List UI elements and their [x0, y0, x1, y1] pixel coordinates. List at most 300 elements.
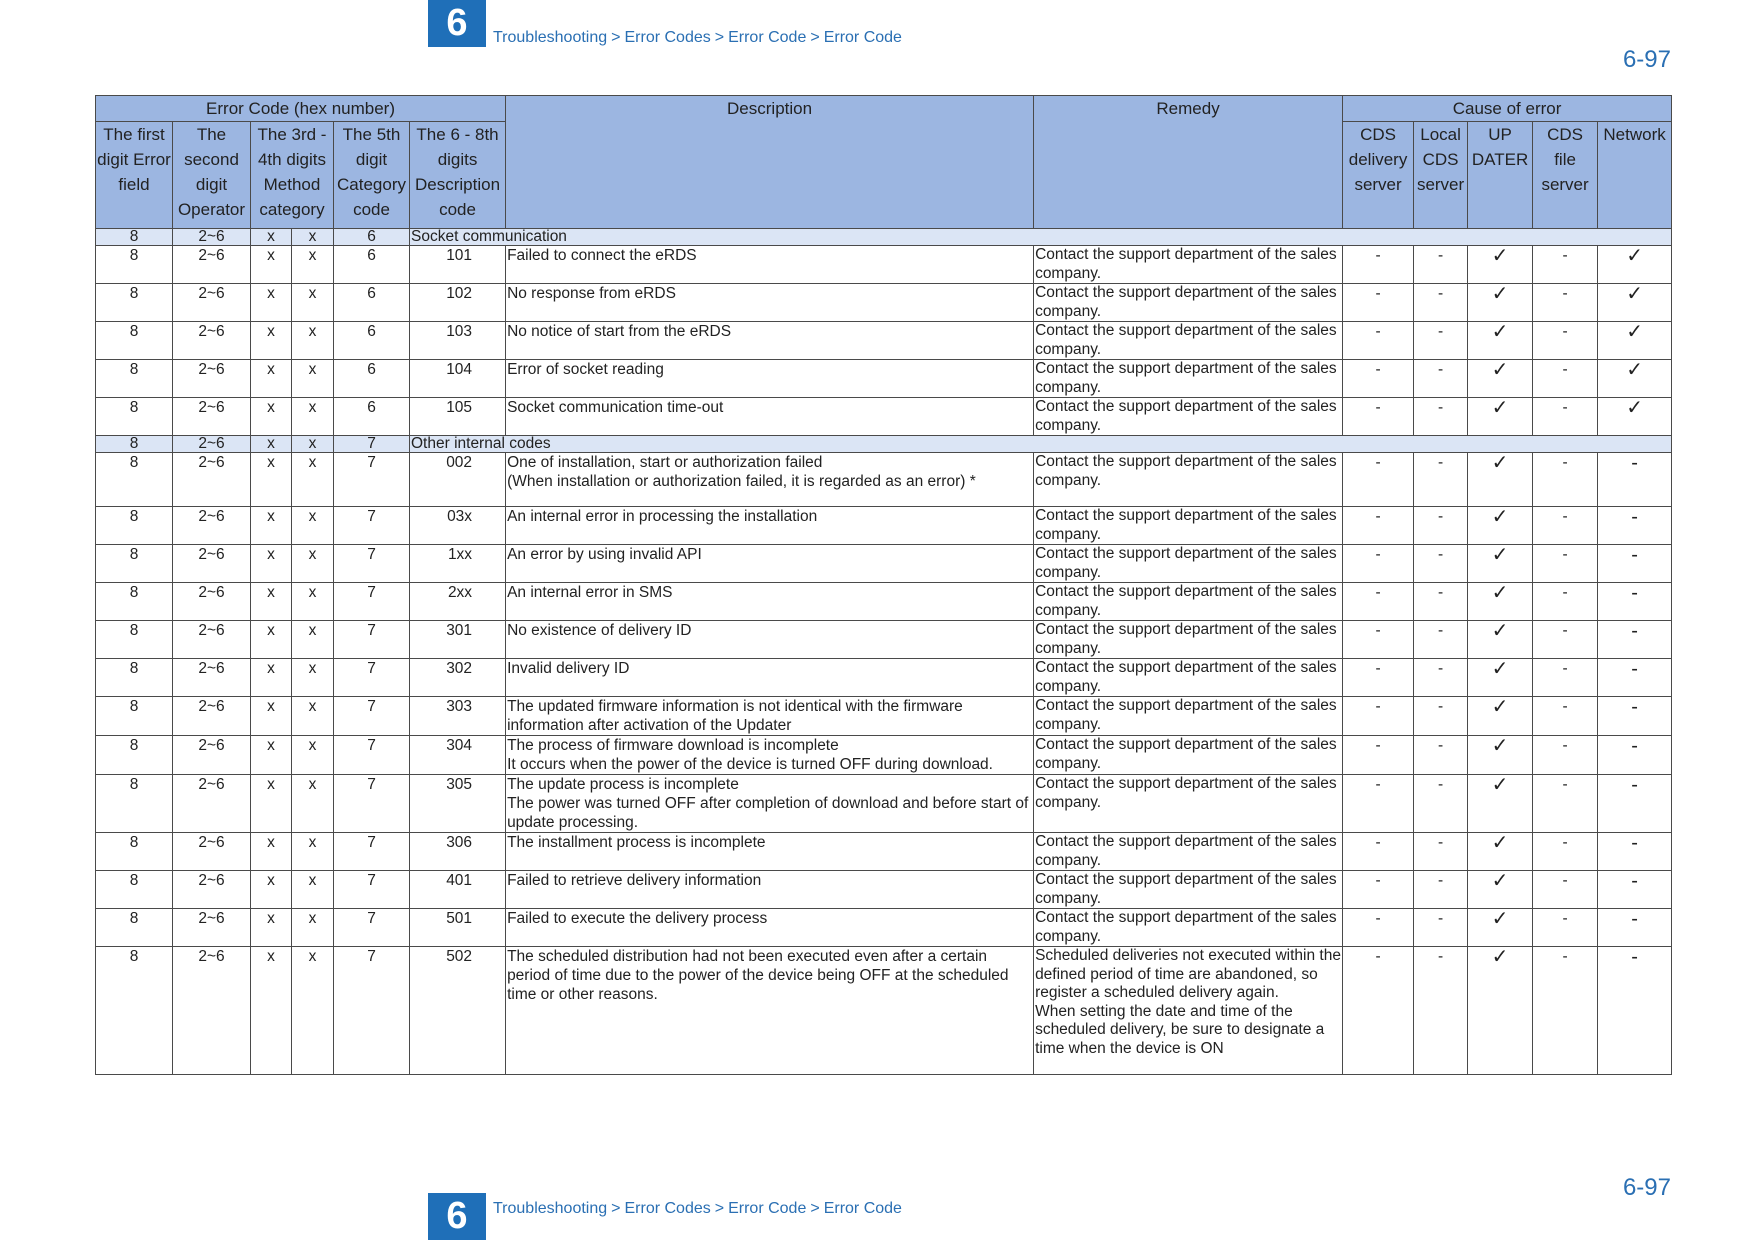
breadcrumb-separator: > — [611, 29, 621, 46]
error-code-table — [95, 95, 1672, 1075]
cds-delivery-server-cell: - — [1343, 775, 1414, 833]
operator-cell: 2~6 — [173, 871, 251, 909]
cds-file-server-cell: - — [1533, 583, 1598, 621]
method-category-cell: x — [292, 583, 334, 621]
local-cds-server-cell: - — [1414, 621, 1468, 659]
operator-cell: 2~6 — [173, 436, 251, 453]
description-code-cell: 03x — [410, 507, 506, 545]
method-category-cell: x — [251, 507, 292, 545]
network-check: - — [1598, 621, 1672, 659]
local-cds-server-cell: - — [1414, 697, 1468, 736]
category-code-cell: 7 — [334, 621, 410, 659]
section-title: Other internal codes — [410, 436, 1672, 453]
updater-check: ✓ — [1468, 621, 1533, 659]
remedy-cell: Contact the support department of the sales company. — [1034, 621, 1343, 659]
description-cell: The scheduled distribution had not been executed even after a certain period of time due to the power of the device being OFF at the scheduled time or other reasons. — [506, 947, 1034, 1075]
remedy-cell: Contact the support department of the sales company. — [1034, 453, 1343, 507]
description-code-cell: 303 — [410, 697, 506, 736]
description-cell: The update process is incomplete The power was turned OFF after completion of download and before start of update processing. — [506, 775, 1034, 833]
local-cds-server-cell: - — [1414, 322, 1468, 360]
operator-cell: 2~6 — [173, 322, 251, 360]
operator-cell: 2~6 — [173, 833, 251, 871]
error-field-cell: 8 — [96, 621, 173, 659]
method-category-cell: x — [251, 246, 292, 284]
cds-delivery-server-cell: - — [1343, 360, 1414, 398]
updater-check: ✓ — [1468, 697, 1533, 736]
error-field-cell: 8 — [96, 947, 173, 1075]
category-code-cell: 7 — [334, 871, 410, 909]
category-code-cell: 7 — [334, 697, 410, 736]
method-category-cell: x — [251, 436, 292, 453]
remedy-cell: Contact the support department of the sales company. — [1034, 398, 1343, 436]
local-cds-server-cell: - — [1414, 775, 1468, 833]
cds-delivery-server-cell: - — [1343, 507, 1414, 545]
local-cds-server-cell: - — [1414, 360, 1468, 398]
error-code-row — [96, 659, 1672, 697]
method-category-cell: x — [251, 545, 292, 583]
error-code-row — [96, 736, 1672, 775]
description-code-cell: 002 — [410, 453, 506, 507]
updater-check: ✓ — [1468, 736, 1533, 775]
category-code-cell: 6 — [334, 398, 410, 436]
method-category-cell: x — [292, 736, 334, 775]
method-category-cell: x — [251, 583, 292, 621]
category-code-cell: 7 — [334, 436, 410, 453]
cds-delivery-server-cell: - — [1343, 909, 1414, 947]
local-cds-server-cell: - — [1414, 583, 1468, 621]
network-check: - — [1598, 775, 1672, 833]
operator-cell: 2~6 — [173, 545, 251, 583]
network-check: - — [1598, 545, 1672, 583]
error-field-cell: 8 — [96, 453, 173, 507]
network-check: - — [1598, 736, 1672, 775]
cds-delivery-server-cell: - — [1343, 736, 1414, 775]
local-cds-server-cell: - — [1414, 659, 1468, 697]
cds-file-server-cell: - — [1533, 453, 1598, 507]
category-code-cell: 7 — [334, 775, 410, 833]
remedy-cell: Contact the support department of the sales company. — [1034, 284, 1343, 322]
cds-delivery-server-header: CDS delivery server — [1343, 122, 1414, 229]
method-category-cell: x — [251, 775, 292, 833]
category-code-cell: 7 — [334, 909, 410, 947]
updater-check: ✓ — [1468, 871, 1533, 909]
description-cell: Failed to retrieve delivery information — [506, 871, 1034, 909]
cds-file-server-cell: - — [1533, 871, 1598, 909]
cds-file-server-cell: - — [1533, 322, 1598, 360]
method-category-cell: x — [251, 736, 292, 775]
cds-file-server-cell: - — [1533, 507, 1598, 545]
operator-cell: 2~6 — [173, 229, 251, 246]
cds-file-server-cell: - — [1533, 697, 1598, 736]
third-fourth-digits-header: The 3rd - 4th digits Method category — [251, 122, 334, 229]
fifth-digit-header: The 5th digit Category code — [334, 122, 410, 229]
cds-file-server-cell: - — [1533, 947, 1598, 1075]
method-category-cell: x — [251, 322, 292, 360]
local-cds-server-cell: - — [1414, 736, 1468, 775]
operator-cell: 2~6 — [173, 398, 251, 436]
network-header: Network — [1598, 122, 1672, 229]
breadcrumb-separator: > — [611, 1200, 621, 1217]
cds-delivery-server-cell: - — [1343, 947, 1414, 1075]
network-check: - — [1598, 947, 1672, 1075]
remedy-cell: Contact the support department of the sales company. — [1034, 507, 1343, 545]
method-category-cell: x — [251, 453, 292, 507]
breadcrumb-separator: > — [714, 29, 725, 46]
error-code-row — [96, 284, 1672, 322]
network-check: - — [1598, 659, 1672, 697]
method-category-cell: x — [292, 833, 334, 871]
cds-delivery-server-cell: - — [1343, 545, 1414, 583]
network-check: ✓ — [1598, 246, 1672, 284]
network-check: - — [1598, 871, 1672, 909]
cds-file-server-cell: - — [1533, 545, 1598, 583]
error-field-cell: 8 — [96, 833, 173, 871]
remedy-cell: Contact the support department of the sales company. — [1034, 360, 1343, 398]
error-field-cell: 8 — [96, 909, 173, 947]
error-field-cell: 8 — [96, 545, 173, 583]
local-cds-server-cell: - — [1414, 871, 1468, 909]
error-code-row — [96, 775, 1672, 833]
error-field-cell: 8 — [96, 871, 173, 909]
description-cell: Socket communication time-out — [506, 398, 1034, 436]
operator-cell: 2~6 — [173, 659, 251, 697]
cds-file-server-cell: - — [1533, 621, 1598, 659]
updater-check: ✓ — [1468, 909, 1533, 947]
remedy-cell: Contact the support department of the sales company. — [1034, 583, 1343, 621]
remedy-cell: Contact the support department of the sales company. — [1034, 871, 1343, 909]
method-category-cell: x — [251, 659, 292, 697]
cds-delivery-server-cell: - — [1343, 697, 1414, 736]
error-field-cell: 8 — [96, 246, 173, 284]
description-code-cell: 401 — [410, 871, 506, 909]
remedy-cell: Contact the support department of the sales company. — [1034, 909, 1343, 947]
method-category-cell: x — [292, 947, 334, 1075]
description-cell: Error of socket reading — [506, 360, 1034, 398]
updater-check: ✓ — [1468, 659, 1533, 697]
operator-cell: 2~6 — [173, 621, 251, 659]
updater-check: ✓ — [1468, 322, 1533, 360]
error-code-row — [96, 507, 1672, 545]
cds-file-server-cell: - — [1533, 659, 1598, 697]
updater-check: ✓ — [1468, 507, 1533, 545]
category-code-cell: 6 — [334, 322, 410, 360]
error-field-cell: 8 — [96, 284, 173, 322]
remedy-cell: Contact the support department of the sales company. — [1034, 736, 1343, 775]
category-code-cell: 7 — [334, 583, 410, 621]
category-code-cell: 6 — [334, 246, 410, 284]
local-cds-server-cell: - — [1414, 246, 1468, 284]
error-code-row — [96, 583, 1672, 621]
error-code-row — [96, 947, 1672, 1075]
operator-cell: 2~6 — [173, 507, 251, 545]
breadcrumb-item[interactable]: Error Code — [728, 29, 807, 46]
breadcrumb-separator: > — [810, 1200, 820, 1217]
network-check: ✓ — [1598, 322, 1672, 360]
method-category-cell: x — [292, 775, 334, 833]
category-code-cell: 7 — [334, 947, 410, 1075]
error-code-row — [96, 545, 1672, 583]
description-cell: No notice of start from the eRDS — [506, 322, 1034, 360]
method-category-cell: x — [251, 229, 292, 246]
section-title: Socket communication — [410, 229, 1672, 246]
local-cds-server-cell: - — [1414, 453, 1468, 507]
category-code-cell: 7 — [334, 545, 410, 583]
error-field-cell: 8 — [96, 229, 173, 246]
description-code-cell: 302 — [410, 659, 506, 697]
error-code-group-header: Error Code (hex number) — [96, 96, 506, 122]
description-cell: An internal error in processing the installation — [506, 507, 1034, 545]
category-code-cell: 7 — [334, 507, 410, 545]
breadcrumb — [493, 1200, 902, 1218]
network-check: ✓ — [1598, 360, 1672, 398]
method-category-cell: x — [292, 436, 334, 453]
cds-delivery-server-cell: - — [1343, 246, 1414, 284]
method-category-cell: x — [251, 871, 292, 909]
remedy-cell: Contact the support department of the sales company. — [1034, 697, 1343, 736]
operator-cell: 2~6 — [173, 736, 251, 775]
network-check: - — [1598, 583, 1672, 621]
operator-cell: 2~6 — [173, 284, 251, 322]
local-cds-server-cell: - — [1414, 507, 1468, 545]
chapter-number-badge: 6 — [428, 1193, 486, 1240]
description-cell: The updated firmware information is not identical with the firmware information after activation of the Updater — [506, 697, 1034, 736]
breadcrumb — [493, 29, 902, 47]
method-category-cell: x — [251, 284, 292, 322]
remedy-cell: Contact the support department of the sales company. — [1034, 659, 1343, 697]
category-code-cell: 7 — [334, 659, 410, 697]
remedy-cell: Contact the support department of the sales company. — [1034, 246, 1343, 284]
error-code-row — [96, 453, 1672, 507]
error-code-row — [96, 909, 1672, 947]
cds-delivery-server-cell: - — [1343, 453, 1414, 507]
updater-check: ✓ — [1468, 545, 1533, 583]
cds-file-server-cell: - — [1533, 833, 1598, 871]
description-code-cell: 103 — [410, 322, 506, 360]
section-row — [96, 229, 1672, 246]
cds-file-server-header: CDS file server — [1533, 122, 1598, 229]
cds-file-server-cell: - — [1533, 775, 1598, 833]
method-category-cell: x — [292, 621, 334, 659]
local-cds-server-cell: - — [1414, 398, 1468, 436]
description-header: Description — [506, 96, 1034, 229]
method-category-cell: x — [251, 360, 292, 398]
cds-file-server-cell: - — [1533, 246, 1598, 284]
error-field-cell: 8 — [96, 360, 173, 398]
error-field-cell: 8 — [96, 583, 173, 621]
breadcrumb-item[interactable]: Error Code — [823, 1200, 902, 1217]
method-category-cell: x — [292, 453, 334, 507]
method-category-cell: x — [292, 284, 334, 322]
description-code-cell: 305 — [410, 775, 506, 833]
description-cell: Invalid delivery ID — [506, 659, 1034, 697]
updater-check: ✓ — [1468, 453, 1533, 507]
second-digit-header: The second digit Operator — [173, 122, 251, 229]
page-number: 6-97 — [1622, 1174, 1671, 1201]
chapter-number-badge: 6 — [428, 0, 486, 47]
updater-check: ✓ — [1468, 284, 1533, 322]
remedy-cell: Contact the support department of the sales company. — [1034, 775, 1343, 833]
breadcrumb-item[interactable]: Troubleshooting — [493, 29, 608, 46]
remedy-cell: Contact the support department of the sales company. — [1034, 833, 1343, 871]
method-category-cell: x — [251, 909, 292, 947]
category-code-cell: 7 — [334, 453, 410, 507]
remedy-cell: Contact the support department of the sales company. — [1034, 322, 1343, 360]
cds-file-server-cell: - — [1533, 909, 1598, 947]
error-field-cell: 8 — [96, 507, 173, 545]
error-field-cell: 8 — [96, 697, 173, 736]
local-cds-server-cell: - — [1414, 545, 1468, 583]
description-code-cell: 102 — [410, 284, 506, 322]
remedy-cell: Scheduled deliveries not executed within the defined period of time are abandoned, so register a scheduled delivery again. When setting the date and time of the scheduled delivery, be sure to designate a time when the device is ON — [1034, 947, 1343, 1075]
method-category-cell: x — [292, 697, 334, 736]
updater-check: ✓ — [1468, 775, 1533, 833]
cds-delivery-server-cell: - — [1343, 322, 1414, 360]
first-digit-header: The first digit Error field — [96, 122, 173, 229]
description-code-cell: 101 — [410, 246, 506, 284]
operator-cell: 2~6 — [173, 360, 251, 398]
error-field-cell: 8 — [96, 736, 173, 775]
error-code-row — [96, 621, 1672, 659]
method-category-cell: x — [292, 398, 334, 436]
operator-cell: 2~6 — [173, 246, 251, 284]
updater-check: ✓ — [1468, 398, 1533, 436]
method-category-cell: x — [292, 229, 334, 246]
error-field-cell: 8 — [96, 775, 173, 833]
error-code-row — [96, 360, 1672, 398]
description-code-cell: 2xx — [410, 583, 506, 621]
category-code-cell: 7 — [334, 736, 410, 775]
section-row — [96, 436, 1672, 453]
description-code-cell: 104 — [410, 360, 506, 398]
updater-check: ✓ — [1468, 833, 1533, 871]
breadcrumb-item[interactable]: Error Code — [728, 1200, 807, 1217]
method-category-cell: x — [292, 871, 334, 909]
category-code-cell: 7 — [334, 833, 410, 871]
description-code-cell: 304 — [410, 736, 506, 775]
operator-cell: 2~6 — [173, 947, 251, 1075]
updater-check: ✓ — [1468, 947, 1533, 1075]
method-category-cell: x — [251, 697, 292, 736]
description-cell: No existence of delivery ID — [506, 621, 1034, 659]
method-category-cell: x — [251, 833, 292, 871]
network-check: - — [1598, 507, 1672, 545]
local-cds-server-cell: - — [1414, 833, 1468, 871]
method-category-cell: x — [292, 659, 334, 697]
method-category-cell: x — [292, 507, 334, 545]
method-category-cell: x — [251, 398, 292, 436]
cds-delivery-server-cell: - — [1343, 583, 1414, 621]
error-field-cell: 8 — [96, 322, 173, 360]
description-code-cell: 1xx — [410, 545, 506, 583]
page-number: 6-97 — [1622, 46, 1671, 73]
description-code-cell: 105 — [410, 398, 506, 436]
breadcrumb-item[interactable]: Troubleshooting — [493, 1200, 608, 1217]
error-code-row — [96, 833, 1672, 871]
updater-check: ✓ — [1468, 246, 1533, 284]
breadcrumb-item[interactable]: Error Codes — [624, 29, 711, 46]
error-code-row — [96, 697, 1672, 736]
breadcrumb-item[interactable]: Error Codes — [624, 1200, 711, 1217]
local-cds-server-cell: - — [1414, 909, 1468, 947]
cds-file-server-cell: - — [1533, 398, 1598, 436]
description-cell: Failed to connect the eRDS — [506, 246, 1034, 284]
error-field-cell: 8 — [96, 398, 173, 436]
network-check: - — [1598, 833, 1672, 871]
local-cds-server-cell: - — [1414, 284, 1468, 322]
description-cell: The installment process is incomplete — [506, 833, 1034, 871]
breadcrumb-item[interactable]: Error Code — [823, 29, 902, 46]
description-code-cell: 306 — [410, 833, 506, 871]
updater-check: ✓ — [1468, 360, 1533, 398]
cds-delivery-server-cell: - — [1343, 398, 1414, 436]
description-cell: Failed to execute the delivery process — [506, 909, 1034, 947]
network-check: - — [1598, 697, 1672, 736]
operator-cell: 2~6 — [173, 775, 251, 833]
description-cell: An internal error in SMS — [506, 583, 1034, 621]
method-category-cell: x — [292, 545, 334, 583]
cause-of-error-header: Cause of error — [1343, 96, 1672, 122]
description-cell: An error by using invalid API — [506, 545, 1034, 583]
updater-header: UP DATER — [1468, 122, 1533, 229]
network-check: ✓ — [1598, 398, 1672, 436]
cds-delivery-server-cell: - — [1343, 871, 1414, 909]
remedy-header: Remedy — [1034, 96, 1343, 229]
method-category-cell: x — [251, 947, 292, 1075]
local-cds-server-cell: - — [1414, 947, 1468, 1075]
description-cell: One of installation, start or authorization failed (When installation or authorization failed, it is regarded as an error) * — [506, 453, 1034, 507]
method-category-cell: x — [251, 621, 292, 659]
error-code-row — [96, 322, 1672, 360]
method-category-cell: x — [292, 322, 334, 360]
network-check: - — [1598, 909, 1672, 947]
cds-delivery-server-cell: - — [1343, 833, 1414, 871]
error-field-cell: 8 — [96, 659, 173, 697]
error-code-row — [96, 871, 1672, 909]
cds-delivery-server-cell: - — [1343, 659, 1414, 697]
error-field-cell: 8 — [96, 436, 173, 453]
description-cell: The process of firmware download is incomplete It occurs when the power of the device is turned OFF during download. — [506, 736, 1034, 775]
method-category-cell: x — [292, 360, 334, 398]
category-code-cell: 6 — [334, 284, 410, 322]
operator-cell: 2~6 — [173, 697, 251, 736]
network-check: ✓ — [1598, 284, 1672, 322]
cds-delivery-server-cell: - — [1343, 284, 1414, 322]
network-check: - — [1598, 453, 1672, 507]
operator-cell: 2~6 — [173, 453, 251, 507]
updater-check: ✓ — [1468, 583, 1533, 621]
remedy-cell: Contact the support department of the sales company. — [1034, 545, 1343, 583]
local-cds-server-header: Local CDS server — [1414, 122, 1468, 229]
operator-cell: 2~6 — [173, 909, 251, 947]
operator-cell: 2~6 — [173, 583, 251, 621]
description-code-cell: 502 — [410, 947, 506, 1075]
category-code-cell: 6 — [334, 360, 410, 398]
error-code-row — [96, 398, 1672, 436]
cds-file-server-cell: - — [1533, 284, 1598, 322]
description-code-cell: 301 — [410, 621, 506, 659]
description-cell: No response from eRDS — [506, 284, 1034, 322]
cds-file-server-cell: - — [1533, 736, 1598, 775]
method-category-cell: x — [292, 909, 334, 947]
cds-delivery-server-cell: - — [1343, 621, 1414, 659]
cds-file-server-cell: - — [1533, 360, 1598, 398]
method-category-cell: x — [292, 246, 334, 284]
error-code-row — [96, 246, 1672, 284]
sixth-eighth-digits-header: The 6 - 8th digits Description code — [410, 122, 506, 229]
breadcrumb-separator: > — [810, 29, 820, 46]
breadcrumb-separator: > — [714, 1200, 725, 1217]
category-code-cell: 6 — [334, 229, 410, 246]
